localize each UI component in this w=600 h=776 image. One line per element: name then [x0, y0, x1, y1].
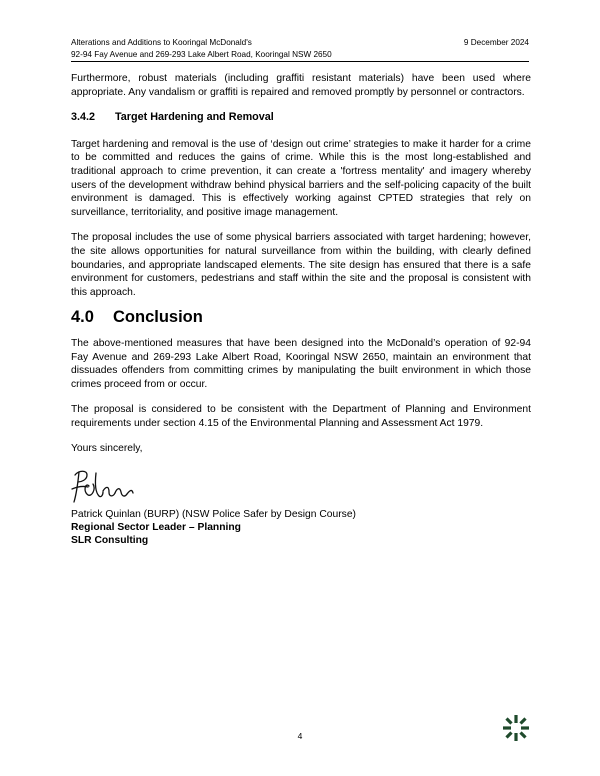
section-number: 3.4.2	[71, 111, 96, 124]
section-title: Conclusion	[113, 308, 203, 327]
signatory-company: SLR Consulting	[71, 535, 149, 547]
header-divider	[71, 61, 529, 62]
closing-salutation: Yours sincerely,	[71, 443, 143, 455]
paragraph: Target hardening and removal is the use of ‘design out crime’ strategies to make it harder for a crime to be committed and reduces the gains of crime. While this is the most long-established and traditional approach to crime prevention, it can create a 'fortress mentality' and imagery whereby users of the development withdraw behind physical barriers and the self-policing capacity of the built environment is damaged. This is effectively working against CPTED strategies that rely on surveillance, territoriality, and positive image management.	[71, 138, 531, 218]
slr-logo-icon	[500, 712, 532, 744]
section-heading-3-4-2	[71, 111, 531, 125]
header-address: 92-94 Fay Avenue and 269-293 Lake Albert Road, Kooringal NSW 2650	[71, 49, 332, 59]
handwritten-signature	[69, 462, 531, 508]
paragraph: The proposal is considered to be consistent with the Department of Planning and Environment requirements under section 4.15 of the Environmental Planning and Assessment Act 1979.	[71, 404, 531, 429]
page-number: 4	[297, 731, 303, 741]
signature-block	[71, 508, 531, 547]
section-title: Target Hardening and Removal	[115, 111, 274, 124]
header-date: 9 December 2024	[463, 38, 529, 47]
header-title: Alterations and Additions to Kooringal McDonald's	[71, 38, 252, 47]
section-number: 4.0	[71, 308, 94, 327]
signatory-role: Regional Sector Leader – Planning	[71, 522, 241, 534]
paragraph: The above-mentioned measures that have been designed into the McDonald’s operation of 92-94 Fay Avenue and 269-293 Lake Albert Road, Kooringal NSW 2650, maintain an environment that dissuades offenders from committing crimes by manipulating the built environment in which those crimes proceed from or occur.	[71, 337, 531, 390]
section-heading-4-0	[71, 308, 531, 327]
page-body	[71, 72, 531, 547]
running-header-left	[71, 37, 332, 60]
paragraph: The proposal includes the use of some physical barriers associated with target hardening; however, the site allows opportunities for natural surveillance from within the building, with clearly defined boundaries, and appropriate landscaped elements. The site design has ensured that there is a safe environment for customers, pedestrians and staff within the site and the proposal is consistent with this approach.	[71, 232, 531, 298]
signatory-name: Patrick Quinlan (BURP) (NSW Police Safer by Design Course)	[71, 509, 356, 521]
intro-paragraph: Furthermore, robust materials (including graffiti resistant materials) have been used where appropriate. Any vandalism or graffiti is repaired and removed promptly by personnel or contractors.	[71, 73, 531, 98]
